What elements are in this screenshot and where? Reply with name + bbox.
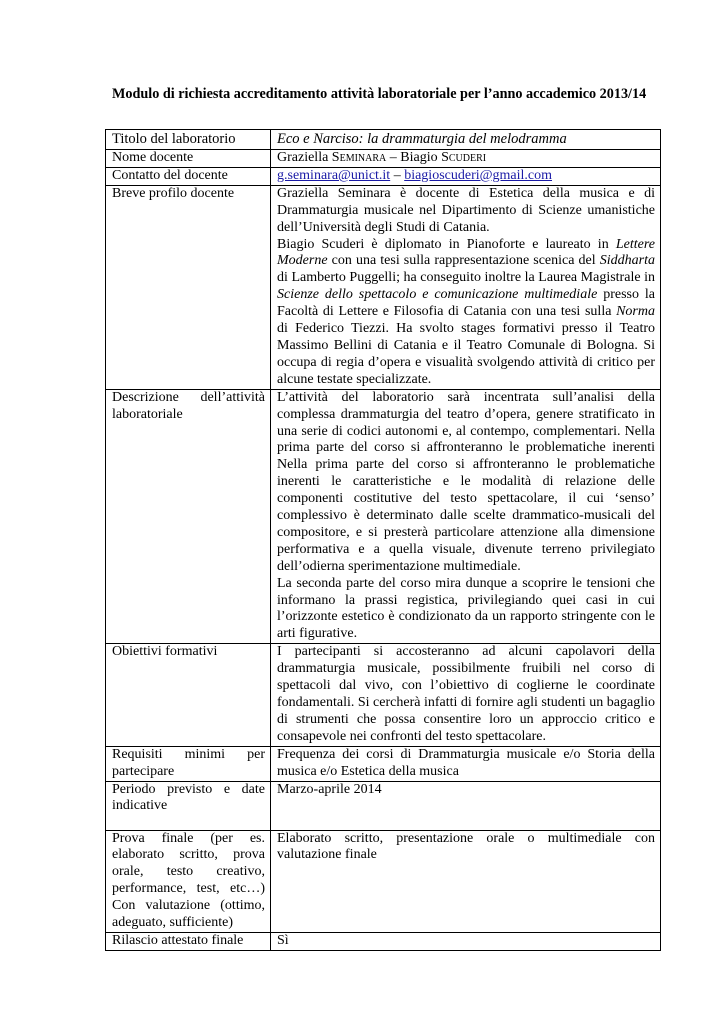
profile-master-italic: Scienze dello spettacolo e comunicazione multimediale [277,287,598,303]
teacher-1-last-name: Seminara [331,150,387,165]
row-label-periodo: Periodo previsto e date indicative [106,781,271,830]
table-row-profilo [106,185,661,389]
contact-separator: – [390,167,405,183]
teacher-1-first-name: Graziella [277,150,332,165]
profile-text: Biagio Scuderi è diplomato in Pianoforte e laureato in [277,236,616,252]
teacher-profile-value [271,185,661,389]
teacher-names-value [271,150,661,168]
profile-text: di Federico Tiezzi. Ha svolto stages formativi presso il Teatro Massimo Bellini di Catania e il Teatro Comunale di Bologna. Si occupa di regia d’opera e visualità svolgendo attività di critico per alcune testate specializzate. [277,321,655,387]
certificate-value: Sì [271,932,661,950]
table-row-obiettivi [106,644,661,746]
row-label-nome: Nome docente [106,150,271,168]
email-link-scuderi[interactable]: biagioscuderi@gmail.com [404,167,553,183]
row-label-titolo: Titolo del laboratorio [106,130,271,150]
row-label-attestato: Rilascio attestato finale [106,932,271,950]
profile-work-italic: Siddharta [599,253,655,269]
table-row-requisiti [106,746,661,781]
document-title: Modulo di richiesta accreditamento attività laboratoriale per l’anno accademico 2013/14 [112,86,647,102]
profile-text: con una tesi sulla rappresentazione scenica del [327,253,600,269]
teacher-2-first-name: Biagio [400,150,442,165]
activity-description-value [271,389,661,644]
table-row-nome [106,150,661,168]
email-link-seminara[interactable]: g.seminara@unict.it [277,167,391,183]
row-label-contatto: Contatto del docente [106,167,271,185]
table-row-prova [106,830,661,932]
row-label-obiettivi: Obiettivi formativi [106,644,271,746]
contact-value [271,167,661,185]
profile-degree-italic: Lettere Moderne [277,236,655,269]
row-label-profilo: Breve profilo docente [106,185,271,389]
profile-paragraph-scuderi [277,237,655,389]
profile-text: presso la Facoltà di Lettere e Filosofia di Catania con una tesi sulla [277,287,655,320]
table-row-titolo [106,130,661,150]
profile-opera-italic: Norma [616,304,655,320]
final-test-value: Elaborato scritto, presentazione orale o multimediale con valutazione finale [271,830,661,932]
table-row-periodo [106,781,661,830]
profile-paragraph-seminara: Graziella Seminara è docente di Estetica della musica e di Drammaturgia musicale nel Dipartimento di Scienze umanistiche dell’Università degli Studi di Catania. [277,185,655,235]
description-paragraph-1: L’attività del laboratorio sarà incentrata sull’analisi della complessa drammaturgia del teatro d’opera, genere stratificato in una serie di codici autonomi e, al contempo, complementari. Nella prima parte del corso si affronteranno le problematiche inerenti Nella prima parte del corso si affronteranno le problematiche inerenti le caratteristiche e le modalità di relazione delle componenti costitutive del testo spettacolare, il cui ‘senso’ complessivo è determinato dalle scelte drammatico-musicali del compositore, e si presterà particolare attenzione alla dimensione performativa e a quella visuale, divenute terreno privilegiato dell’odierna sperimentazione multimediale. [277,389,655,574]
requirements-value: Frequenza dei corsi di Drammaturgia musicale e/o Storia della musica e/o Estetica della musica [271,746,661,781]
period-value: Marzo-aprile 2014 [271,781,661,830]
table-row-contatto [106,167,661,185]
profile-text: di Lamberto Puggelli; ha conseguito inoltre la Laurea Magistrale in [277,270,655,286]
accreditation-form-table [105,129,661,951]
teacher-2-last-name: Scuderi [441,150,487,165]
row-label-descrizione: Descrizione dell’attività laboratoriale [106,389,271,644]
lab-title-value: Eco e Narciso: la drammaturgia del melodramma [271,130,661,150]
row-label-requisiti: Requisiti minimi per partecipare [106,746,271,781]
teacher-names-separator: – [386,150,401,165]
description-paragraph-2: La seconda parte del corso mira dunque a scoprire le tensioni che informano la prassi registica, privilegiando quei casi in cui l’orizzonte estetico è condizionato da un rapporto stringente con le arti figurative. [277,575,655,642]
row-label-prova: Prova finale (per es. elaborato scritto, prova orale, testo creativo, performance, test, etc…) Con valutazione (ottimo, adeguato, sufficiente) [106,830,271,932]
table-row-attestato [106,932,661,950]
objectives-value: I partecipanti si accosteranno ad alcuni capolavori della drammaturgia musicale, possibilmente fruibili nel corso di spettacoli dal vivo, con l’obiettivo di coglierne le coordinate fondamentali. Si cercherà infatti di fornire agli studenti un bagaglio di strumenti che possa consentire loro un approccio critico e consapevole nei confronti del testo spettacolare. [271,644,661,746]
table-row-descrizione [106,389,661,644]
